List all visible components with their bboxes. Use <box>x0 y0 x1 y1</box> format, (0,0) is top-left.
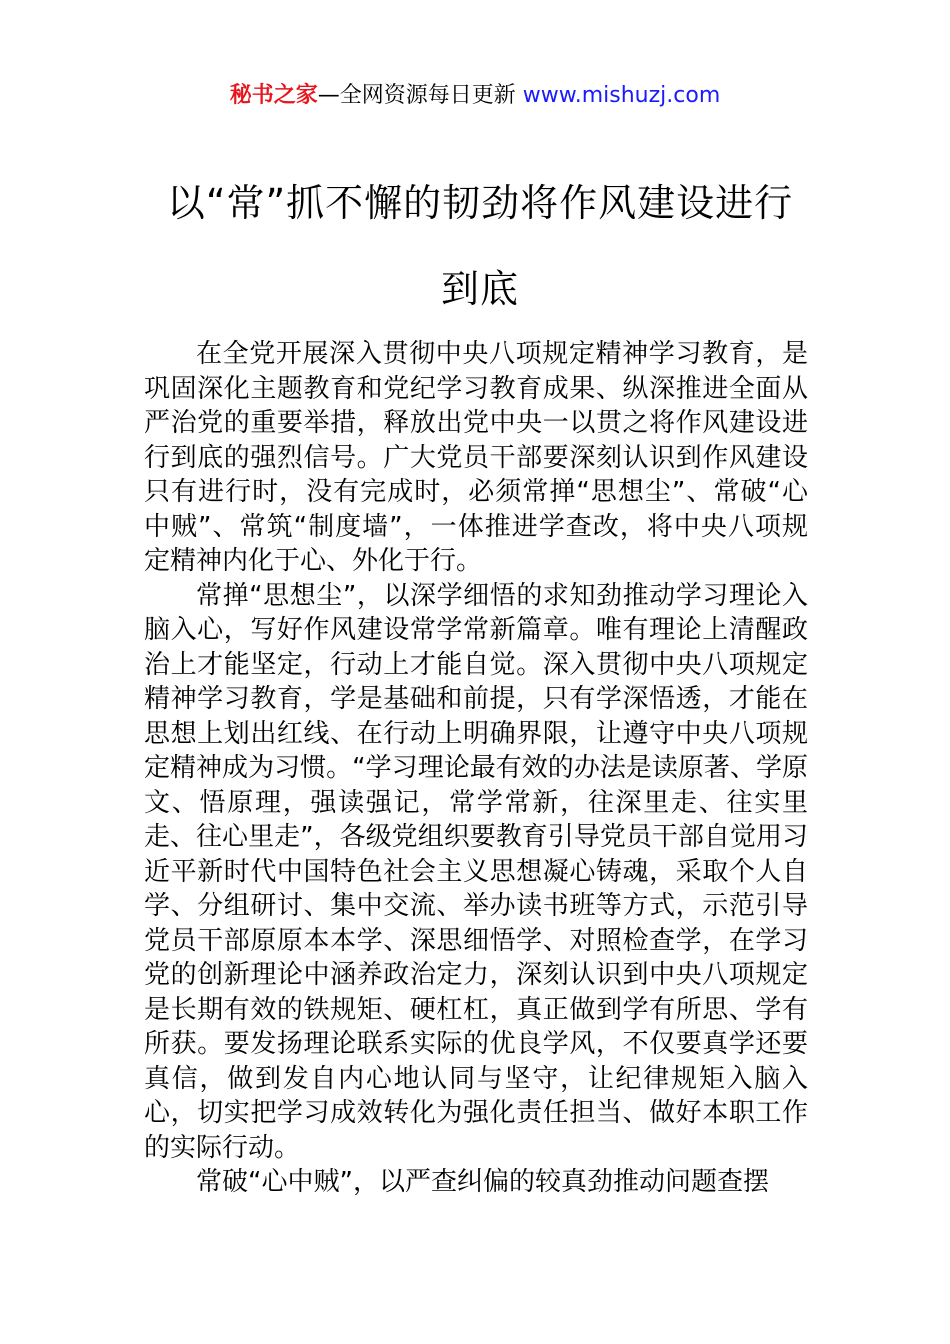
paragraph-2: 常掸“思想尘”，以深学细悟的求知劲推动学习理论入脑入心，写好作风建设常学常新篇章。唯有理论上清醒政治上才能坚定，行动上才能自觉。深入贯彻中央八项规定精神学习教育，学是基础和前提，只有学深悟透，才能在思想上划出红线、在行动上明确界限，让遵守中央八项规定精神成为习惯。“学习理论最有效的办法是读原著、学原文、悟原理，强读强记，常学常新，往深里走、往实里走、往心里走”，各级党组织要教育引导党员干部自觉用习近平新时代中国特色社会主义思想凝心铸魂，采取个人自学、分组研讨、集中交流、举办读书班等方式，示范引导党员干部原原本本学、深思细悟学、对照检查学，在学习党的创新理论中涵养政治定力，深刻认识到中央八项规定是长期有效的铁规矩、硬杠杠，真正做到学有所思、学有所获。要发扬理论联系实际的优良学风，不仅要真学还要真信，做到发自内心地认同与坚守，让纪律规矩入脑入心，切实把学习成效转化为强化责任担当、做好本职工作的实际行动。 <box>144 580 808 1163</box>
site-header <box>0 80 950 112</box>
paragraph-1: 在全党开展深入贯彻中央八项规定精神学习教育，是巩固深化主题教育和党纪学习教育成果、纵深推进全面从严治党的重要举措，释放出党中央一以贯之将作风建设进行到底的强烈信号。广大党员干部要深刻认识到作风建设只有进行时，没有完成时，必须常掸“思想尘”、常破“心中贼”、常筑“制度墙”，一体推进学查改，将中央八项规定精神内化于心、外化于行。 <box>144 339 808 576</box>
site-slogan: —全网资源每日更新 <box>317 83 523 108</box>
paragraph-3: 常破“心中贼”，以严查纠偏的较真劲推动问题查摆 <box>196 1167 769 1197</box>
document-body <box>144 337 808 1200</box>
document-title: 以“常”抓不懈的韧劲将作风建设进行到底 <box>166 181 794 311</box>
site-brand: 秘书之家 <box>229 83 318 108</box>
site-url-link[interactable]: www.mishuzj.com <box>522 83 721 108</box>
